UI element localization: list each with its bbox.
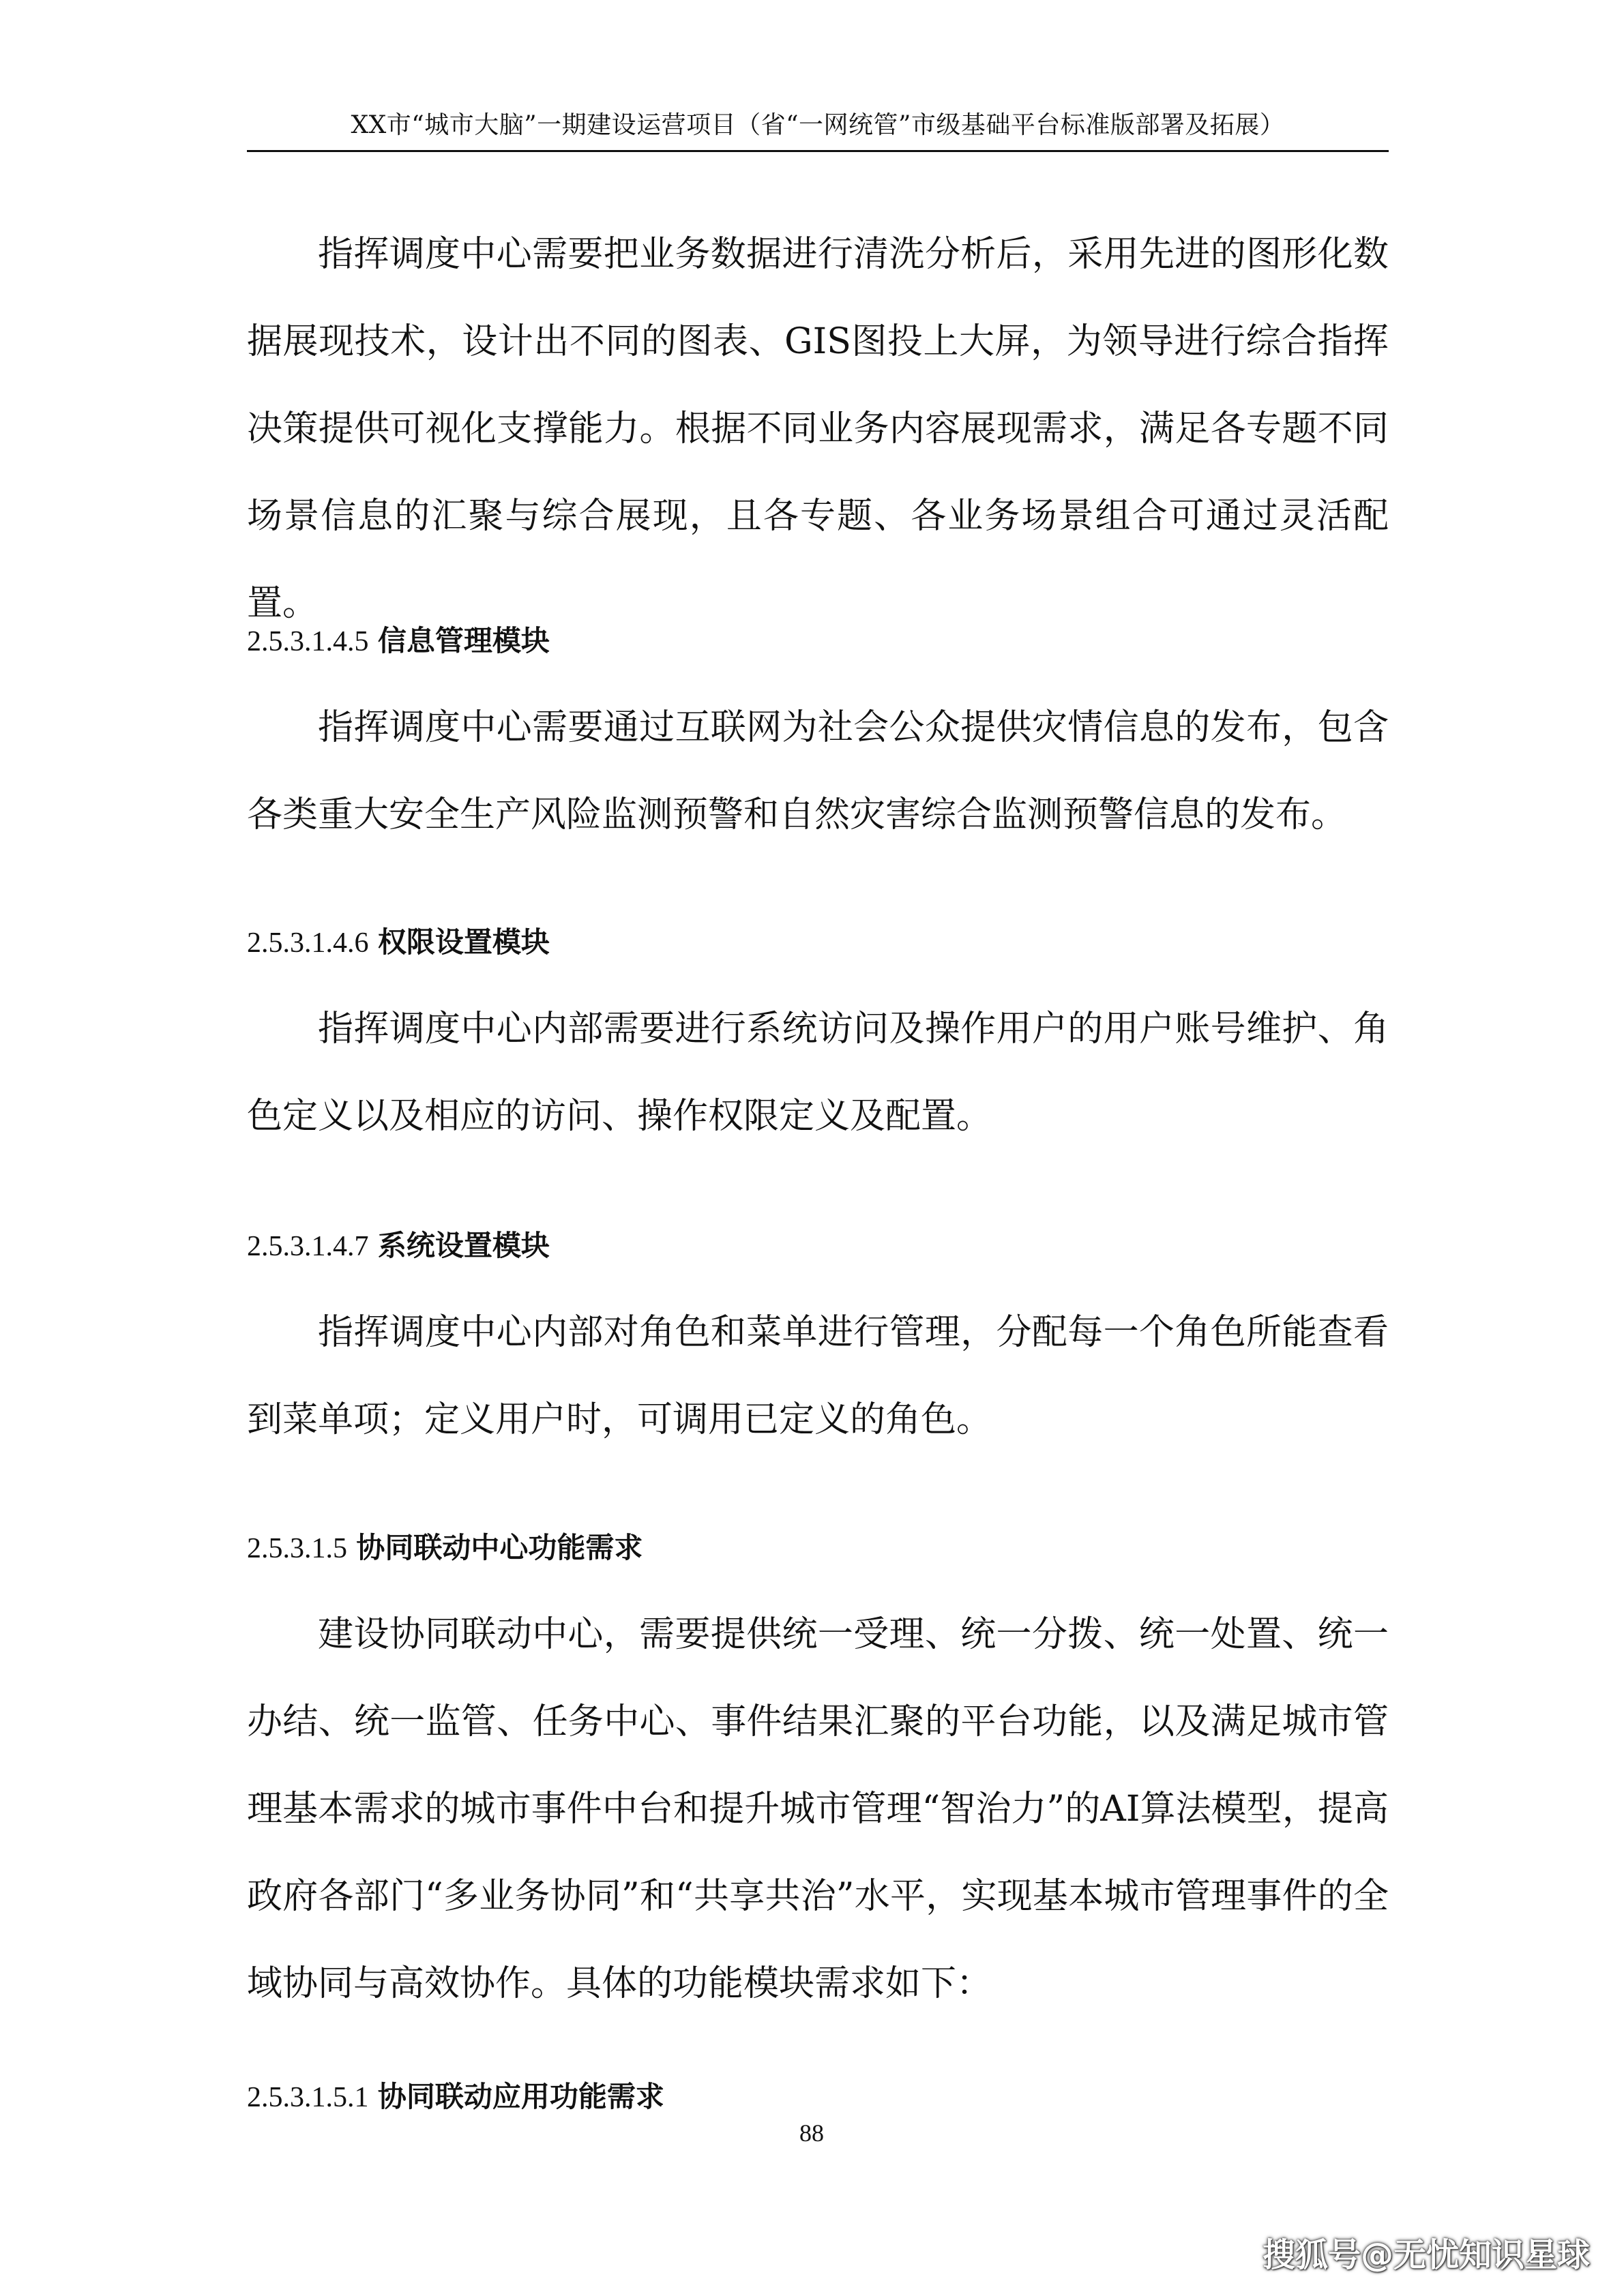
section-paragraph: 建设协同联动中心，需要提供统一受理、统一分拨、统一处置、统一办结、统一监管、任务中心、事件结果汇聚的平台功能，以及满足城市管理基本需求的城市事件中台和提升城市管理“智治力”的AI算法模型，提高政府各部门“多业务协同”和“共享共治”水平，实现基本城市管理事件的全域协同与高效协作。具体的功能模块需求如下： — [247, 1614, 1389, 2004]
watermark: 搜狐号@无忧知识星球 — [1262, 2236, 1590, 2274]
section-title: 协同联动应用功能需求 — [377, 2080, 664, 2113]
section-number: 2.5.3.1.5 — [247, 1533, 347, 1564]
section-title: 信息管理模块 — [377, 624, 550, 657]
section-paragraph: 指挥调度中心需要通过互联网为社会公众提供灾情信息的发布，包含各类重大安全生产风险监测预警和自然灾害综合监测预警信息的发布。 — [247, 707, 1389, 835]
section-paragraph: 指挥调度中心内部对角色和菜单进行管理，分配每一个角色所能查看到菜单项；定义用户时，可调用已定义的角色。 — [247, 1312, 1389, 1440]
section-number: 2.5.3.1.4.5 — [247, 626, 369, 657]
section-number: 2.5.3.1.4.7 — [247, 1231, 369, 1262]
section-paragraph: 指挥调度中心内部需要进行系统访问及操作用户的用户账号维护、角色定义以及相应的访问、操作权限定义及配置。 — [247, 1009, 1389, 1137]
section-heading-2-5-3-1-4-6 — [247, 922, 1389, 964]
page-number: 88 — [799, 2119, 824, 2147]
section-heading-2-5-3-1-4-5 — [247, 621, 1389, 662]
section-heading-2-5-3-1-4-7 — [247, 1225, 1389, 1267]
section-title: 系统设置模块 — [377, 1229, 550, 1262]
section-number: 2.5.3.1.4.6 — [247, 927, 369, 959]
section-title: 协同联动中心功能需求 — [356, 1531, 643, 1564]
header-rule — [247, 150, 1389, 152]
section-number: 2.5.3.1.5.1 — [247, 2082, 369, 2113]
section-title: 权限设置模块 — [377, 925, 550, 959]
running-header: XX市“城市大脑”一期建设运营项目（省“一网统管”市级基础平台标准版部署及拓展） — [351, 111, 1285, 139]
section-heading-2-5-3-1-5 — [247, 1527, 1389, 1569]
section-heading-2-5-3-1-5-1 — [247, 2076, 1389, 2118]
intro-paragraph: 指挥调度中心需要把业务数据进行清洗分析后，采用先进的图形化数据展现技术，设计出不同的图表、GIS图投上大屏，为领导进行综合指挥决策提供可视化支撑能力。根据不同业务内容展现需求，满足各专题不同场景信息的汇聚与综合展现，且各专题、各业务场景组合可通过灵活配置。 — [247, 234, 1389, 624]
